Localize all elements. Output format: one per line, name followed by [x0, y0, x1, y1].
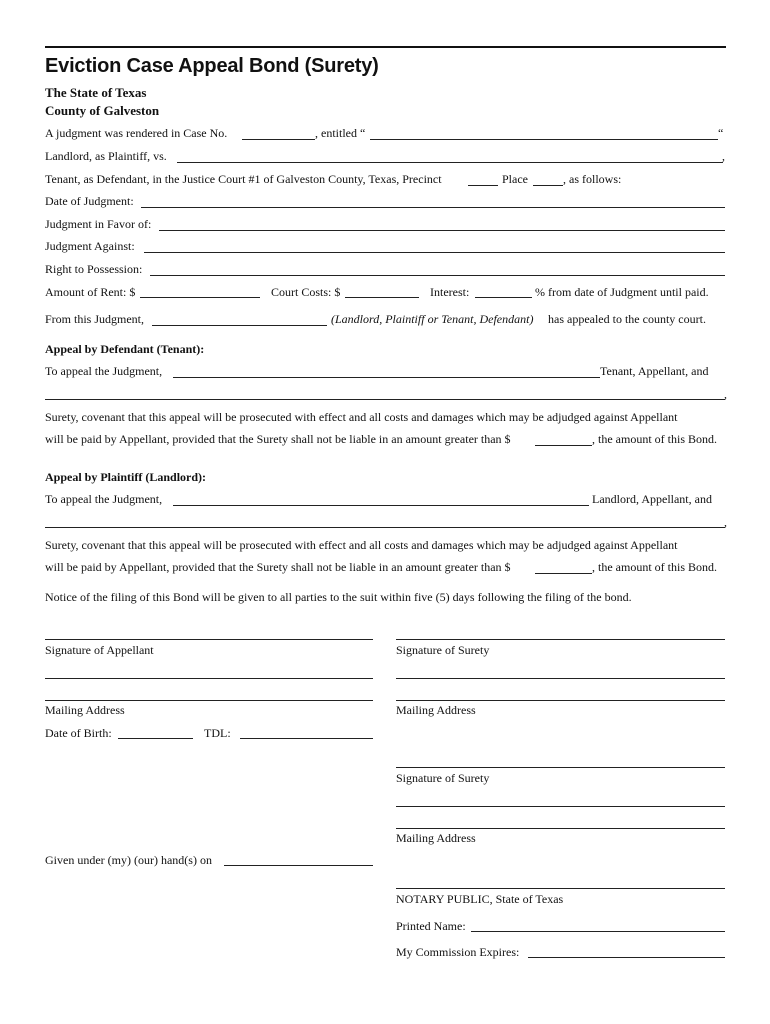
precinct-field[interactable] [468, 185, 498, 186]
amount-of-rent-label: Amount of Rent: $ [45, 285, 136, 299]
plaintiff-bond-suffix: , the amount of this Bond. [592, 560, 717, 574]
notice-text: Notice of the filing of this Bond will be given to all parties to the suit within five (5) days following the filing of the bond. [45, 590, 632, 604]
right-to-possession-label: Right to Possession: [45, 262, 143, 276]
right-to-possession-field[interactable] [150, 275, 725, 276]
judgment-against-field[interactable] [144, 252, 725, 253]
interest-suffix: % from date of Judgment until paid. [535, 285, 709, 299]
place-field[interactable] [533, 185, 563, 186]
printed-name-field[interactable] [471, 931, 725, 932]
state-label: The State of Texas [45, 85, 147, 100]
signature-of-surety-label-2: Signature of Surety [396, 771, 490, 785]
plaintiff-surety-text-2: will be paid by Appellant, provided that the Surety shall not be liable in an amount greater than $ [45, 560, 511, 574]
from-judgment-label: From this Judgment, [45, 312, 145, 326]
appellant-mailing-address-label: Mailing Address [45, 703, 125, 717]
plaintiff-to-appeal-label: To appeal the Judgment, [45, 492, 163, 506]
plaintiff-role-label: Landlord, Appellant, and [592, 492, 712, 506]
tdl-field[interactable] [240, 738, 373, 739]
judgment-in-favor-label: Judgment in Favor of: [45, 217, 152, 231]
plaintiff-bond-amount-field[interactable] [535, 573, 592, 574]
party-type-hint: (Landlord, Plaintiff or Tenant, Defendant) [331, 312, 534, 326]
defendant-to-appeal-label: To appeal the Judgment, [45, 364, 163, 378]
appealed-label: has appealed to the county court. [548, 312, 706, 326]
surety-2-address-line-2[interactable] [396, 828, 725, 829]
amount-of-rent-field[interactable] [140, 297, 260, 298]
place-label: Place [502, 172, 528, 186]
as-follows-label: , as follows: [563, 172, 622, 186]
signature-of-surety-label-1: Signature of Surety [396, 643, 490, 657]
landlord-name-field[interactable] [177, 162, 723, 163]
judgment-in-favor-field[interactable] [159, 230, 725, 231]
date-of-birth-field[interactable] [118, 738, 193, 739]
court-costs-label: Court Costs: $ [271, 285, 341, 299]
surety-1-signature-line[interactable] [396, 639, 725, 640]
landlord-plaintiff-label: Landlord, as Plaintiff, vs. [45, 149, 167, 163]
appellant-signature-line[interactable] [45, 639, 373, 640]
commission-expires-label: My Commission Expires: [396, 945, 520, 959]
appellant-address-line-2[interactable] [45, 700, 373, 701]
header-rule [45, 46, 726, 48]
date-of-judgment-field[interactable] [141, 207, 725, 208]
signature-of-appellant-label: Signature of Appellant [45, 643, 154, 657]
appellant-address-line-1[interactable] [45, 678, 373, 679]
appealing-party-field[interactable] [152, 325, 327, 326]
defendant-surety-field[interactable] [45, 399, 725, 400]
entitled-label: , entitled “ [315, 126, 366, 140]
judgment-against-label: Judgment Against: [45, 239, 135, 253]
notary-label: NOTARY PUBLIC, State of Texas [396, 892, 564, 906]
date-of-judgment-label: Date of Judgment: [45, 194, 134, 208]
defendant-surety-text-2: will be paid by Appellant, provided that the Surety shall not be liable in an amount greater than $ [45, 432, 511, 446]
comma: , [722, 149, 725, 163]
notary-signature-line[interactable] [396, 888, 725, 889]
date-of-birth-label: Date of Birth: [45, 726, 112, 740]
surety-2-signature-line[interactable] [396, 767, 725, 768]
surety-2-mailing-address-label: Mailing Address [396, 831, 476, 845]
plaintiff-surety-text-1: Surety, covenant that this appeal will be prosecuted with effect and all costs and damages which may be adjudged against Appellant [45, 538, 678, 552]
given-under-label: Given under (my) (our) hand(s) on [45, 853, 212, 867]
defendant-role-label: Tenant, Appellant, and [600, 364, 709, 378]
close-quote: “ [718, 126, 724, 140]
case-title-field[interactable] [370, 139, 718, 140]
case-number-field[interactable] [242, 139, 315, 140]
commission-expires-field[interactable] [528, 957, 725, 958]
defendant-heading: Appeal by Defendant (Tenant): [45, 342, 205, 356]
printed-name-label: Printed Name: [396, 919, 466, 933]
plaintiff-surety-field[interactable] [45, 527, 725, 528]
given-date-field[interactable] [224, 865, 373, 866]
comma: , [724, 515, 727, 529]
comma: , [724, 387, 727, 401]
interest-label: Interest: [430, 285, 470, 299]
surety-2-address-line-1[interactable] [396, 806, 725, 807]
page-title: Eviction Case Appeal Bond (Surety) [45, 55, 379, 77]
county-label: County of Galveston [45, 103, 160, 118]
plaintiff-appellant-field[interactable] [173, 505, 589, 506]
defendant-bond-amount-field[interactable] [535, 445, 592, 446]
surety-1-address-line-2[interactable] [396, 700, 725, 701]
interest-field[interactable] [475, 297, 532, 298]
case-number-label: A judgment was rendered in Case No. [45, 126, 228, 140]
defendant-bond-suffix: , the amount of this Bond. [592, 432, 717, 446]
tdl-label: TDL: [204, 726, 231, 740]
defendant-surety-text-1: Surety, covenant that this appeal will be prosecuted with effect and all costs and damages which may be adjudged against Appellant [45, 410, 678, 424]
defendant-appellant-field[interactable] [173, 377, 600, 378]
court-costs-field[interactable] [345, 297, 419, 298]
plaintiff-heading: Appeal by Plaintiff (Landlord): [45, 470, 207, 484]
surety-1-address-line-1[interactable] [396, 678, 725, 679]
surety-1-mailing-address-label: Mailing Address [396, 703, 476, 717]
tenant-defendant-label: Tenant, as Defendant, in the Justice Court #1 of Galveston County, Texas, Precinct [45, 172, 442, 186]
